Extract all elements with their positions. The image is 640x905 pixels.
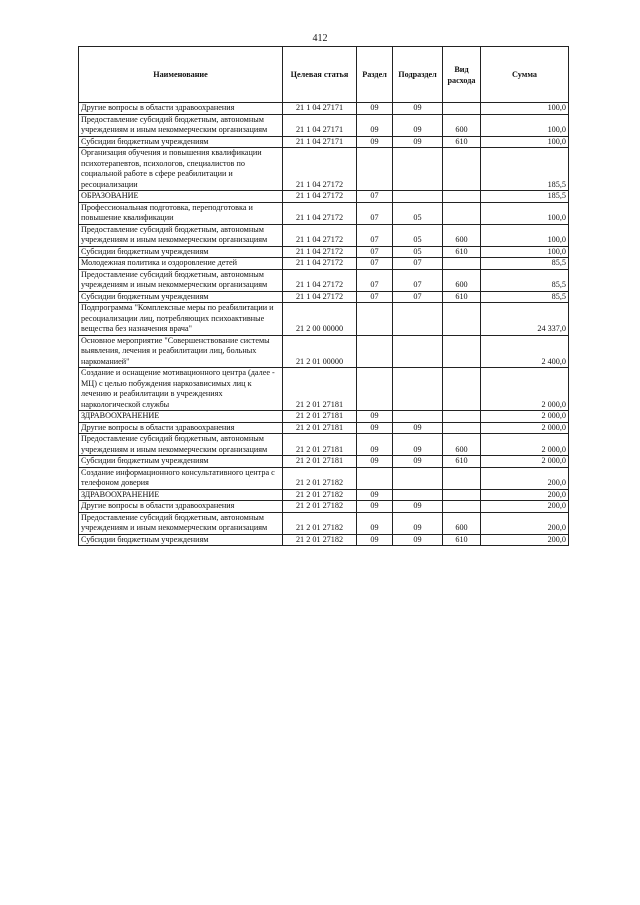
row-name: Предоставление субсидий бюджетным, автономным учреждениям и иным некоммерческим организациям — [79, 512, 283, 534]
row-name: Организация обучения и повышения квалификации психотерапевтов, психологов, специалистов по социальной работе в сфере реабилитации и ресоциализации — [79, 148, 283, 191]
row-expense-type: 600 — [443, 512, 481, 534]
row-amount: 100,0 — [481, 136, 569, 148]
table-row — [79, 422, 569, 434]
table-row — [79, 114, 569, 136]
table-row — [79, 291, 569, 303]
row-name: Основное мероприятие "Совершенствование системы выявления, лечения и реабилитации лиц, больных наркоманией" — [79, 335, 283, 368]
row-amount: 200,0 — [481, 534, 569, 546]
row-amount: 185,5 — [481, 191, 569, 203]
row-section: 07 — [357, 269, 393, 291]
row-expense-type: 600 — [443, 434, 481, 456]
row-amount: 2 000,0 — [481, 411, 569, 423]
row-expense-type — [443, 501, 481, 513]
row-name: Предоставление субсидий бюджетным, автономным учреждениям и иным некоммерческим организациям — [79, 114, 283, 136]
table-row — [79, 534, 569, 546]
row-section: 09 — [357, 103, 393, 115]
row-target-code: 21 2 00 00000 — [283, 303, 357, 336]
row-expense-type: 610 — [443, 534, 481, 546]
row-subsection: 09 — [393, 512, 443, 534]
row-name: Субсидии бюджетным учреждениям — [79, 246, 283, 258]
row-section: 09 — [357, 136, 393, 148]
row-amount: 24 337,0 — [481, 303, 569, 336]
header-expense-type: Вид расхода — [443, 47, 481, 103]
table-row — [79, 269, 569, 291]
row-target-code: 21 1 04 27171 — [283, 136, 357, 148]
row-subsection: 09 — [393, 534, 443, 546]
row-subsection — [393, 191, 443, 203]
table-row — [79, 148, 569, 191]
row-name: Другие вопросы в области здравоохранения — [79, 422, 283, 434]
row-subsection — [393, 303, 443, 336]
row-name: Молодежная политика и оздоровление детей — [79, 258, 283, 270]
row-target-code: 21 1 04 27171 — [283, 103, 357, 115]
row-target-code: 21 2 01 27181 — [283, 434, 357, 456]
row-subsection: 07 — [393, 258, 443, 270]
row-subsection: 09 — [393, 136, 443, 148]
row-subsection: 05 — [393, 202, 443, 224]
row-expense-type: 600 — [443, 269, 481, 291]
row-target-code: 21 1 04 27172 — [283, 224, 357, 246]
row-amount: 200,0 — [481, 512, 569, 534]
row-target-code: 21 2 01 27182 — [283, 501, 357, 513]
row-expense-type — [443, 335, 481, 368]
header-section: Раздел — [357, 47, 393, 103]
table-row — [79, 411, 569, 423]
table-row — [79, 136, 569, 148]
row-subsection — [393, 411, 443, 423]
row-subsection: 07 — [393, 291, 443, 303]
row-expense-type — [443, 422, 481, 434]
row-target-code: 21 2 01 27181 — [283, 422, 357, 434]
table-row — [79, 501, 569, 513]
row-subsection: 05 — [393, 246, 443, 258]
table-row — [79, 489, 569, 501]
row-target-code: 21 1 04 27172 — [283, 258, 357, 270]
row-amount: 85,5 — [481, 269, 569, 291]
row-subsection: 09 — [393, 422, 443, 434]
table-body — [79, 103, 569, 546]
row-amount: 100,0 — [481, 246, 569, 258]
row-subsection: 05 — [393, 224, 443, 246]
row-expense-type: 610 — [443, 456, 481, 468]
row-expense-type — [443, 191, 481, 203]
row-subsection: 07 — [393, 269, 443, 291]
row-amount: 2 000,0 — [481, 422, 569, 434]
row-amount: 100,0 — [481, 114, 569, 136]
row-amount: 100,0 — [481, 224, 569, 246]
row-subsection — [393, 489, 443, 501]
row-section: 07 — [357, 202, 393, 224]
row-target-code: 21 1 04 27172 — [283, 202, 357, 224]
row-name: Другие вопросы в области здравоохранения — [79, 501, 283, 513]
row-expense-type — [443, 411, 481, 423]
row-expense-type — [443, 489, 481, 501]
row-target-code: 21 2 01 27181 — [283, 368, 357, 411]
table-row — [79, 456, 569, 468]
row-section — [357, 148, 393, 191]
row-subsection — [393, 467, 443, 489]
row-target-code: 21 2 01 27182 — [283, 489, 357, 501]
row-section: 07 — [357, 224, 393, 246]
row-section — [357, 335, 393, 368]
row-section: 09 — [357, 422, 393, 434]
header-target: Целевая статья — [283, 47, 357, 103]
row-name: Предоставление субсидий бюджетным, автономным учреждениям и иным некоммерческим организациям — [79, 269, 283, 291]
row-amount: 100,0 — [481, 202, 569, 224]
budget-table — [78, 46, 569, 546]
row-section: 07 — [357, 258, 393, 270]
row-section: 09 — [357, 534, 393, 546]
row-target-code: 21 2 01 27182 — [283, 467, 357, 489]
table-row — [79, 103, 569, 115]
row-amount: 2 400,0 — [481, 335, 569, 368]
row-subsection — [393, 148, 443, 191]
row-name: Предоставление субсидий бюджетным, автономным учреждениям и иным некоммерческим организациям — [79, 434, 283, 456]
page-number: 412 — [312, 33, 328, 44]
row-target-code: 21 2 01 27182 — [283, 534, 357, 546]
row-amount: 2 000,0 — [481, 456, 569, 468]
table-row — [79, 224, 569, 246]
row-name: Субсидии бюджетным учреждениям — [79, 136, 283, 148]
row-section: 09 — [357, 411, 393, 423]
row-amount: 185,5 — [481, 148, 569, 191]
table-row — [79, 368, 569, 411]
row-section: 07 — [357, 191, 393, 203]
row-expense-type: 610 — [443, 136, 481, 148]
row-section — [357, 467, 393, 489]
row-subsection — [393, 368, 443, 411]
row-name: ЗДРАВООХРАНЕНИЕ — [79, 489, 283, 501]
row-expense-type: 600 — [443, 114, 481, 136]
row-section: 09 — [357, 456, 393, 468]
row-section: 09 — [357, 434, 393, 456]
row-expense-type — [443, 258, 481, 270]
row-section: 09 — [357, 114, 393, 136]
table-row — [79, 335, 569, 368]
row-amount: 200,0 — [481, 467, 569, 489]
row-name: Субсидии бюджетным учреждениям — [79, 291, 283, 303]
row-name: Субсидии бюджетным учреждениям — [79, 534, 283, 546]
table-row — [79, 258, 569, 270]
header-amount: Сумма — [481, 47, 569, 103]
table-row — [79, 202, 569, 224]
row-target-code: 21 1 04 27172 — [283, 269, 357, 291]
row-section: 07 — [357, 291, 393, 303]
row-target-code: 21 2 01 27181 — [283, 456, 357, 468]
header-subsection: Подраздел — [393, 47, 443, 103]
row-name: Профессиональная подготовка, переподготовка и повышение квалификации — [79, 202, 283, 224]
row-expense-type — [443, 148, 481, 191]
row-target-code: 21 2 01 27181 — [283, 411, 357, 423]
row-target-code: 21 1 04 27172 — [283, 246, 357, 258]
table-row — [79, 467, 569, 489]
row-target-code: 21 2 01 27182 — [283, 512, 357, 534]
row-subsection: 09 — [393, 501, 443, 513]
row-amount: 100,0 — [481, 103, 569, 115]
row-target-code: 21 1 04 27172 — [283, 148, 357, 191]
row-expense-type — [443, 303, 481, 336]
row-amount: 200,0 — [481, 501, 569, 513]
row-name: Субсидии бюджетным учреждениям — [79, 456, 283, 468]
row-section — [357, 303, 393, 336]
header-name: Наименование — [79, 47, 283, 103]
table-row — [79, 303, 569, 336]
row-name: Подпрограмма "Комплексные меры по реабилитации и ресоциализации лиц, потребляющих психоактивные вещества без назначения врача" — [79, 303, 283, 336]
row-expense-type: 600 — [443, 224, 481, 246]
row-subsection — [393, 335, 443, 368]
row-target-code: 21 2 01 00000 — [283, 335, 357, 368]
row-expense-type — [443, 368, 481, 411]
row-subsection: 09 — [393, 456, 443, 468]
row-expense-type — [443, 103, 481, 115]
row-target-code: 21 1 04 27172 — [283, 291, 357, 303]
row-expense-type: 610 — [443, 246, 481, 258]
table-row — [79, 191, 569, 203]
row-amount: 200,0 — [481, 489, 569, 501]
row-subsection: 09 — [393, 434, 443, 456]
row-section: 09 — [357, 489, 393, 501]
row-target-code: 21 1 04 27172 — [283, 191, 357, 203]
row-amount: 85,5 — [481, 258, 569, 270]
table-header-row — [79, 47, 569, 103]
row-name: Создание и оснащение мотивационного центра (далее - МЦ) с целью побуждения наркозависимых лиц к лечению и реабилитации в учреждениях наркологической службы — [79, 368, 283, 411]
table-row — [79, 512, 569, 534]
row-expense-type: 610 — [443, 291, 481, 303]
row-name: ЗДРАВООХРАНЕНИЕ — [79, 411, 283, 423]
row-name: ОБРАЗОВАНИЕ — [79, 191, 283, 203]
table-row — [79, 246, 569, 258]
row-target-code: 21 1 04 27171 — [283, 114, 357, 136]
row-section: 09 — [357, 512, 393, 534]
row-section — [357, 368, 393, 411]
row-name: Создание информационного консультативного центра с телефоном доверия — [79, 467, 283, 489]
row-subsection: 09 — [393, 114, 443, 136]
row-section: 09 — [357, 501, 393, 513]
row-subsection: 09 — [393, 103, 443, 115]
row-name: Предоставление субсидий бюджетным, автономным учреждениям и иным некоммерческим организациям — [79, 224, 283, 246]
row-amount: 2 000,0 — [481, 434, 569, 456]
row-expense-type — [443, 202, 481, 224]
row-name: Другие вопросы в области здравоохранения — [79, 103, 283, 115]
row-amount: 2 000,0 — [481, 368, 569, 411]
row-expense-type — [443, 467, 481, 489]
table-row — [79, 434, 569, 456]
row-section: 07 — [357, 246, 393, 258]
row-amount: 85,5 — [481, 291, 569, 303]
